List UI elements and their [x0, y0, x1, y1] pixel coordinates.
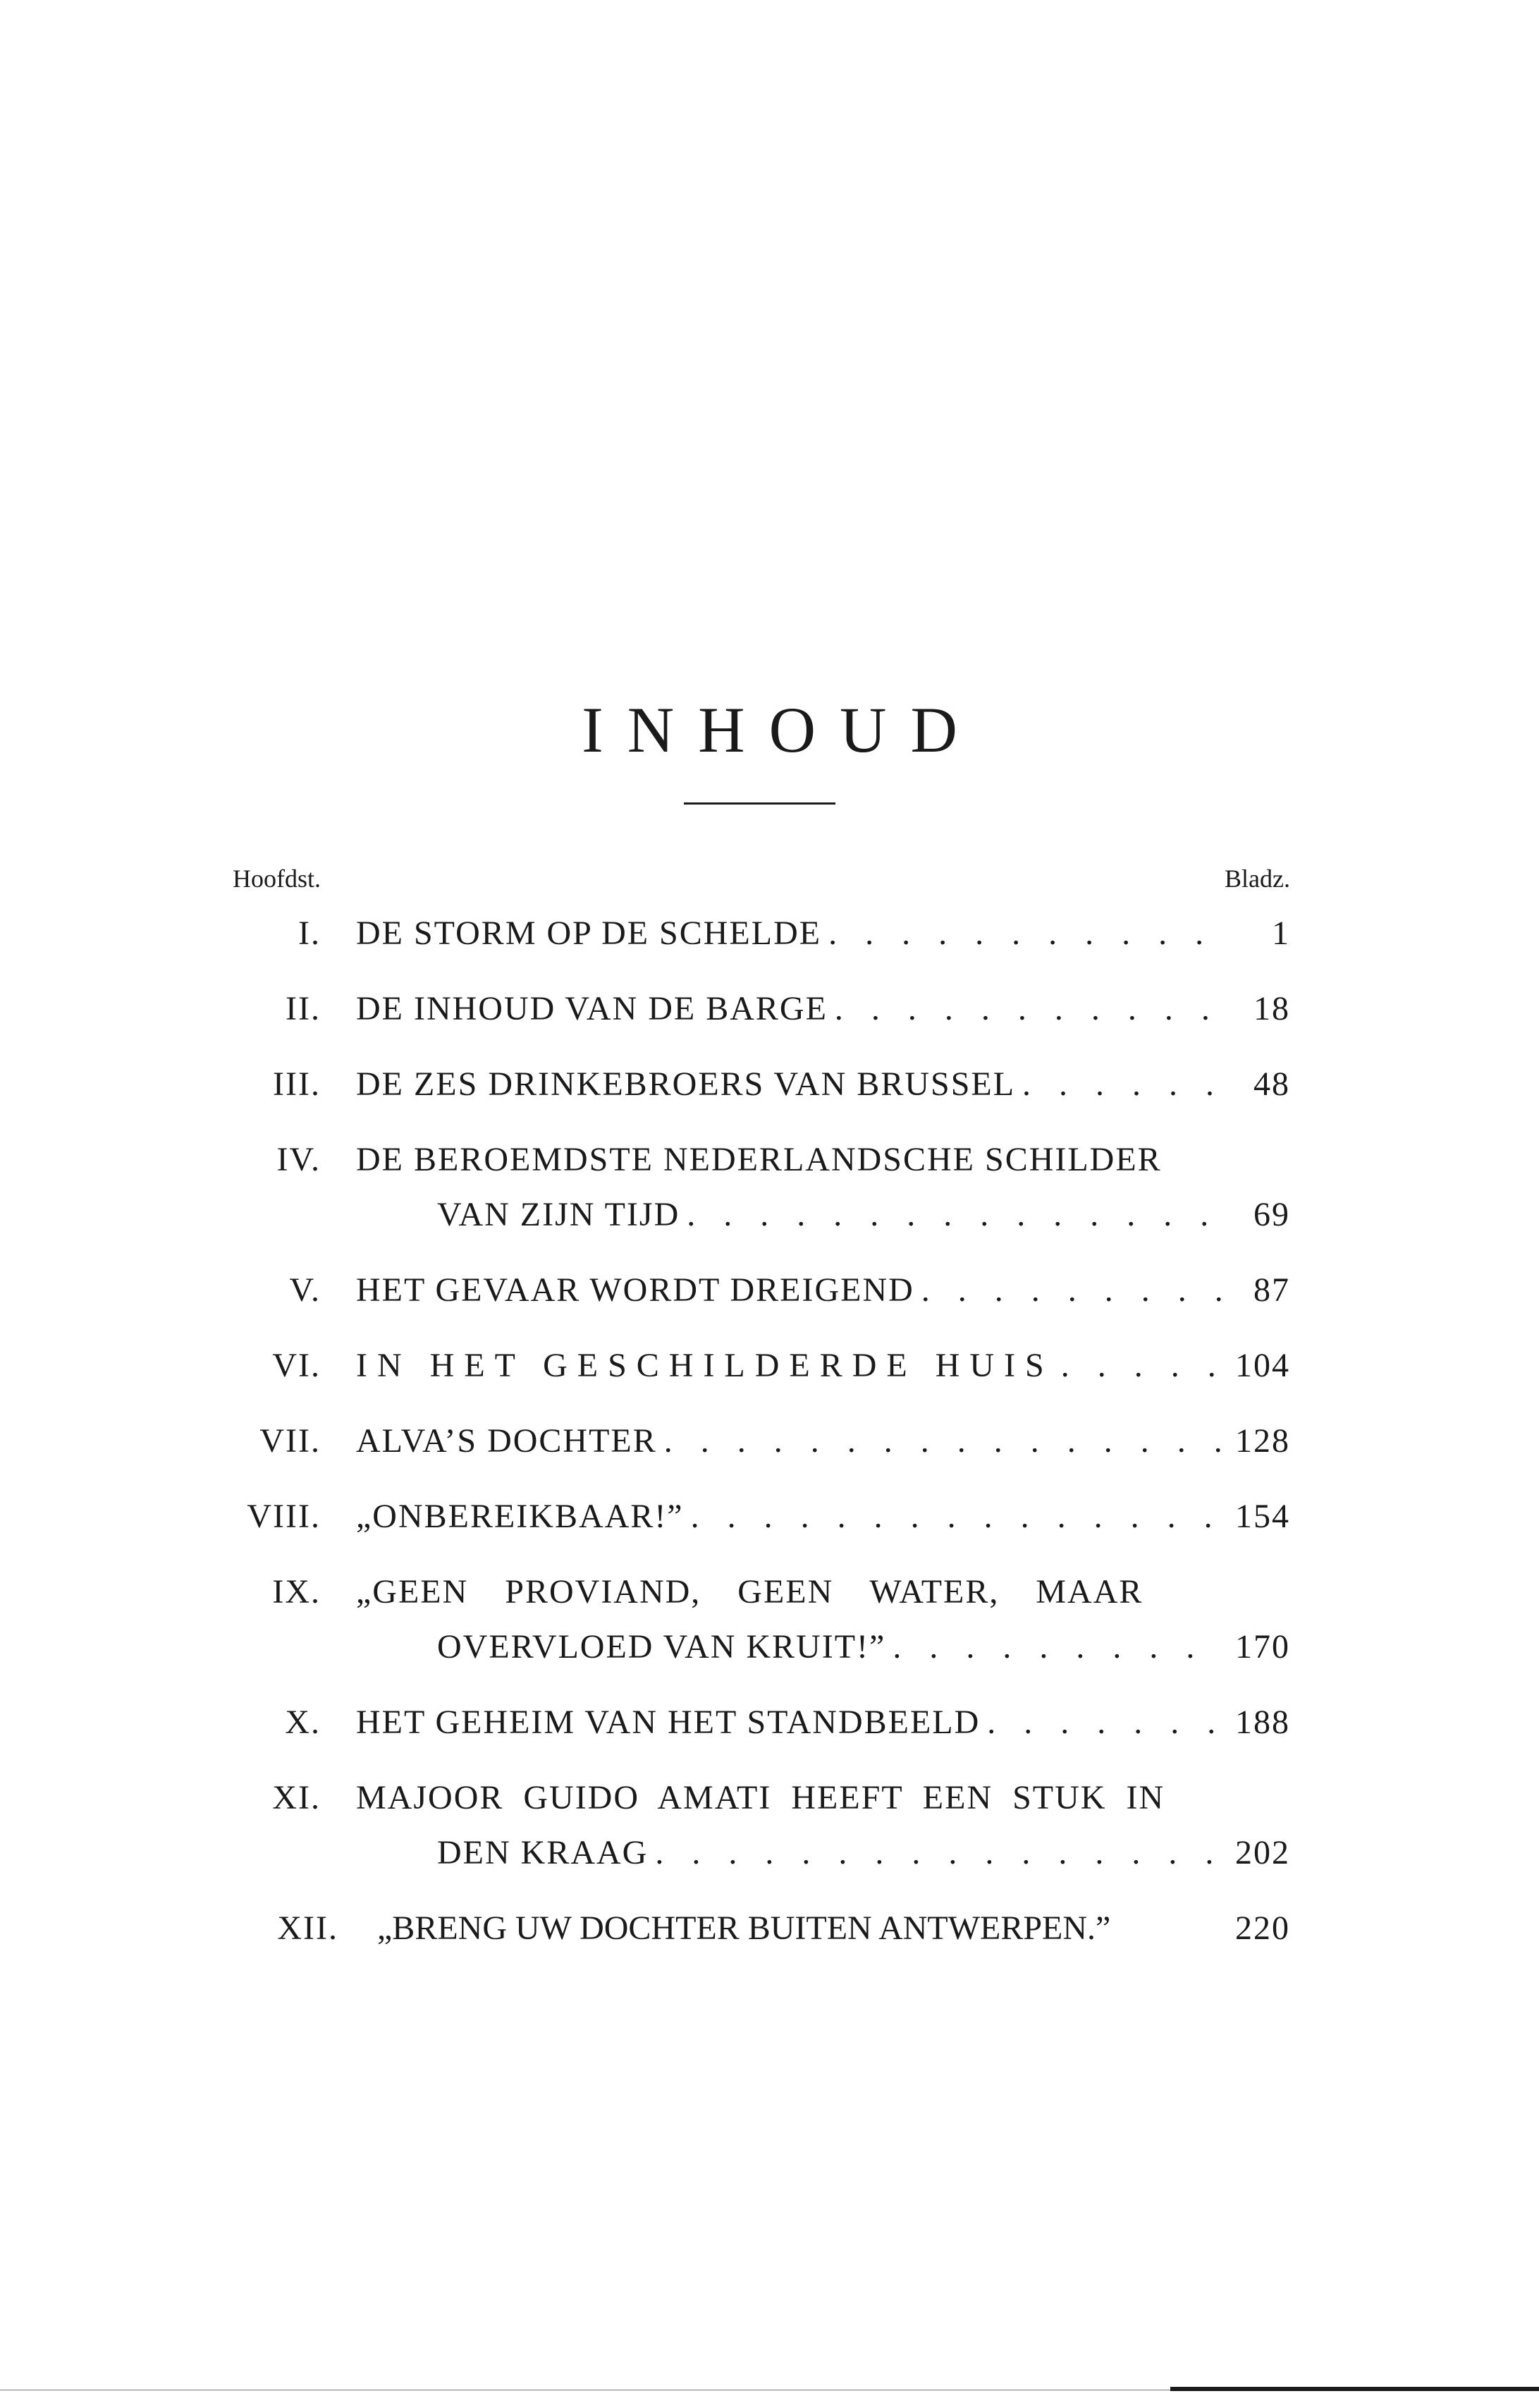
dot-leader: [821, 906, 1223, 961]
dot-leader: [648, 1826, 1223, 1881]
chapter-title: „GEEN PROVIAND, GEEN WATER, MAAR: [356, 1573, 1143, 1611]
page-number: 87: [1253, 1271, 1290, 1309]
page-number: 170: [1235, 1628, 1290, 1666]
page-number: 202: [1235, 1834, 1290, 1871]
page-number: 104: [1235, 1347, 1290, 1384]
dot-leader: [1054, 1338, 1223, 1393]
toc-entry[interactable]: [233, 1414, 1290, 1469]
dot-leader: [914, 1263, 1223, 1318]
dot-leader: [885, 1620, 1223, 1675]
page-number: 48: [1253, 1065, 1290, 1103]
chapter-title-continuation: DEN KRAAG: [437, 1834, 649, 1871]
chapter-number: X.: [285, 1704, 321, 1741]
chapter-title: HET GEHEIM VAN HET STANDBEELD: [356, 1704, 981, 1741]
chapter-title: MAJOOR GUIDO AMATI HEEFT EEN STUK IN: [356, 1779, 1165, 1816]
page-number: 18: [1253, 990, 1290, 1027]
chapter-number: I.: [298, 915, 321, 952]
chapter-number: V.: [289, 1271, 321, 1309]
chapter-title: „ONBEREIKBAAR!”: [356, 1498, 684, 1535]
page-number: 220: [1235, 1909, 1290, 1947]
chapter-number: IV.: [276, 1141, 321, 1178]
chapter-number: XII.: [277, 1909, 338, 1947]
dot-leader: [1015, 1057, 1223, 1112]
chapter-number: VI.: [272, 1347, 321, 1384]
table-of-contents: [233, 864, 1290, 1976]
toc-entry[interactable]: [233, 1132, 1290, 1242]
toc-entry[interactable]: [233, 906, 1290, 961]
chapter-title: DE INHOUD VAN DE BARGE: [356, 990, 828, 1027]
chapter-number: IX.: [272, 1573, 321, 1611]
toc-entry[interactable]: [233, 1263, 1290, 1318]
toc-entry[interactable]: [233, 1338, 1290, 1393]
chapter-title: DE STORM OP DE SCHELDE: [356, 915, 822, 952]
page-column-header: Bladz.: [1225, 864, 1290, 893]
chapter-title: DE ZES DRINKEBROERS VAN BRUSSEL: [356, 1065, 1016, 1103]
chapter-number: II.: [286, 990, 321, 1027]
page-edge-mark: [1170, 2387, 1539, 2391]
chapter-title-continuation: VAN ZIJN TIJD: [437, 1196, 680, 1233]
page-number: 154: [1235, 1498, 1290, 1535]
chapter-number: VIII.: [247, 1498, 321, 1535]
dot-leader: [828, 982, 1223, 1037]
chapter-number: XI.: [272, 1779, 321, 1816]
page-title: INHOUD: [582, 693, 981, 766]
chapter-title: ALVA’S DOCHTER: [356, 1422, 657, 1460]
toc-entry[interactable]: [233, 1057, 1290, 1112]
toc-entry[interactable]: [233, 982, 1290, 1037]
toc-entry[interactable]: [233, 1489, 1290, 1544]
chapter-title: „BRENG UW DOCHTER BUITEN ANTWERPEN.”: [377, 1909, 1111, 1947]
chapter-title: HET GEVAAR WORDT DREIGEND: [356, 1271, 914, 1309]
dot-leader: [657, 1414, 1223, 1469]
chapter-column-header: Hoofdst.: [233, 864, 321, 893]
dot-leader: [684, 1489, 1223, 1544]
toc-header: [233, 864, 1290, 906]
chapter-title-continuation: OVERVLOED VAN KRUIT!”: [437, 1628, 886, 1666]
page-number: 1: [1272, 915, 1290, 952]
dot-leader: [980, 1695, 1223, 1750]
toc-entry[interactable]: [233, 1565, 1290, 1675]
page-number: 69: [1253, 1196, 1290, 1233]
toc-entry[interactable]: [233, 1695, 1290, 1750]
title-divider: [684, 802, 835, 805]
chapter-number: VII.: [259, 1422, 321, 1460]
dot-leader: [680, 1187, 1223, 1242]
page-number: 128: [1235, 1422, 1290, 1460]
toc-entry[interactable]: [233, 1771, 1290, 1881]
toc-entry[interactable]: [233, 1901, 1290, 1956]
page-number: 188: [1235, 1704, 1290, 1741]
chapter-title: IN HET GESCHILDERDE HUIS: [356, 1347, 1054, 1384]
chapter-title: DE BEROEMDSTE NEDERLANDSCHE SCHILDER: [356, 1141, 1162, 1178]
chapter-number: III.: [273, 1065, 321, 1103]
